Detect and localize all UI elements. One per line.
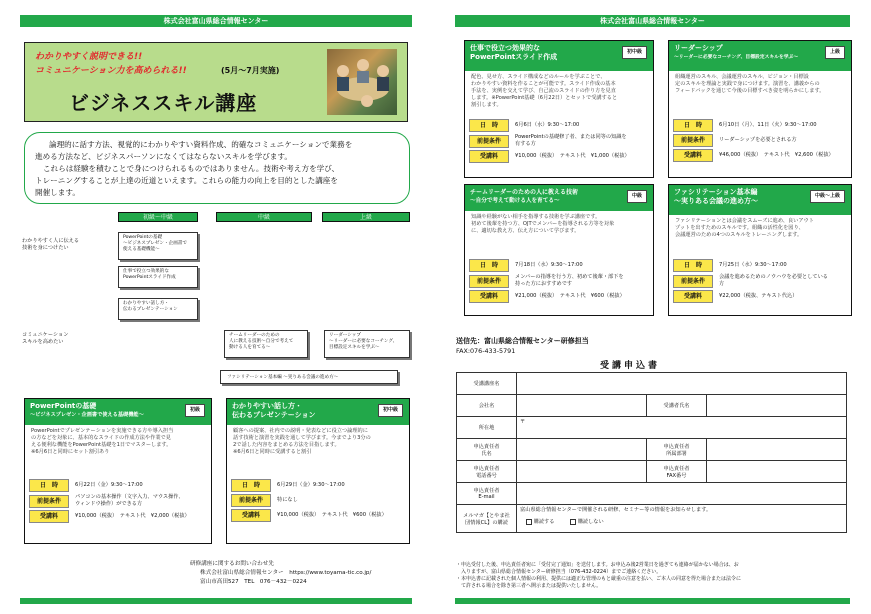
presentation-date: 6月29日（金）9:30～17:00 — [277, 482, 345, 488]
form-manager-fax-a: 申込責任者 — [663, 465, 690, 472]
card-team-leader-desc — [465, 211, 653, 257]
card-ppt-slide-level: 初中級 — [622, 46, 647, 59]
form-manager-name-label — [457, 439, 517, 461]
form-manager-email-b: E-mail — [478, 494, 495, 500]
map-box-team-leader — [224, 330, 308, 358]
card-leadership — [668, 40, 852, 178]
card-ppt-slide-desc — [465, 71, 653, 117]
card-leadership-header — [669, 41, 851, 71]
mag-yes-checkbox[interactable] — [526, 519, 532, 525]
card-ppt-slide-title1: 仕事で役立つ効果的な — [470, 44, 540, 52]
card-leadership-title1: リーダーシップ — [674, 44, 723, 52]
ppt-slide-date-label: 日 時 — [469, 119, 509, 132]
form-mag-options — [520, 518, 843, 527]
intro-line-2: 進める方法など、ビジネスパーソンになくてはならないスキルを学びます。 — [35, 152, 292, 161]
team-leader-date: 7月18日（水）9:30～17:00 — [515, 262, 583, 268]
contact-address: 富山市高田527 TEL 076－432－0224 — [200, 579, 307, 585]
mag-yes-label: 購読する — [533, 519, 555, 525]
form-title: 受講申込書 — [600, 361, 661, 371]
team-leader-prereq1: メンバーの指導を行う方、初めて後輩・部下を — [515, 274, 624, 280]
card-team-leader-title1: チームリーダーのための人に教える技術 — [470, 189, 579, 196]
form-course-label: 受講講座名 — [457, 373, 517, 395]
card-leadership-title2: ～リーダーに必要なコーチング、目標設定スキルを学ぶ～ — [674, 55, 799, 60]
form-manager-email-label — [457, 483, 517, 505]
leadership-date-label: 日 時 — [673, 119, 713, 132]
card-facilitation-desc — [669, 215, 851, 257]
intro-line-5: 開催します。 — [35, 188, 80, 197]
form-manager-email-a: 申込責任者 — [473, 488, 500, 494]
team-leader-desc2: 初めて後輩を持つ方、OJTでメンバーを指導される方等を対象 — [471, 221, 615, 227]
banner-tagline-2: コミュニケーション力を高められる!! — [35, 66, 187, 76]
card-facilitation-level: 中級～上級 — [810, 190, 845, 203]
map-box1-a: PowerPointの基礎 — [123, 235, 163, 240]
form-manager-tel-a: 申込責任者 — [473, 465, 500, 472]
form-course-input[interactable] — [517, 373, 847, 395]
card-presentation-header — [227, 399, 409, 425]
ppt-basic-desc2: の方などを対象に、基本的なスライドの作成方法や作業で見 — [31, 435, 171, 441]
banner-title: ビジネススキル講座 — [69, 91, 258, 115]
form-manager-name-b: 氏名 — [481, 450, 492, 457]
card-ppt-basic-header — [25, 399, 211, 425]
map-box-leadership — [324, 330, 410, 358]
card-team-leader-title2: ～自分で考えて動ける人を育てる～ — [470, 198, 560, 204]
contact-block — [190, 560, 371, 587]
presentation-desc1: 顧客への提案、社内での説明・発表などに役立つ論理的に — [233, 428, 368, 434]
card-facilitation-header — [669, 185, 851, 215]
team-leader-date-label: 日 時 — [469, 259, 509, 272]
ppt-slide-desc1: 配色、見せ方、スライド構成などのルールを学ぶことで、 — [471, 74, 606, 80]
form-manager-name-input[interactable] — [517, 439, 647, 461]
form-manager-fax-input[interactable] — [707, 461, 847, 483]
map-box-ppt-basic — [118, 232, 198, 260]
facilitation-desc1: ファシリテーションとは会議をスムーズに進め、良いアウト — [675, 218, 814, 224]
card-ppt-basic-title1: PowerPointの基礎 — [30, 402, 97, 410]
map-row1-label — [22, 238, 79, 252]
map-box5-a: リーダーシップ — [329, 333, 361, 338]
form-note-2: 入りますが、富山県総合情報センター研修担当（076-432-0224）までご連絡ください。 — [456, 569, 662, 575]
card-ppt-basic-title2: ～ビジネスプレゼン・企画書で使える基礎機能～ — [30, 412, 144, 418]
team-leader-fee-label: 受講料 — [469, 290, 509, 303]
header-band-right — [455, 15, 850, 27]
ppt-basic-fee: ¥10,000（税抜） テキスト代 ¥2,000（税抜） — [75, 513, 190, 519]
ppt-slide-prereq2: 有する方 — [515, 141, 536, 147]
facilitation-prereq-label: 前提条件 — [673, 275, 713, 288]
form-manager-fax-b: FAX番号 — [666, 472, 687, 479]
team-leader-desc3: に、適切な教え方、伝え方について学びます。 — [471, 228, 580, 234]
intro-line-4: トレーニングすることが上達の近道といえます。これらの能力の向上を目的とした講座を — [35, 176, 338, 185]
map-box4-b: 人に教える技術～自分で考えて — [229, 339, 294, 344]
ppt-slide-desc5: 割引します。 — [471, 102, 502, 108]
card-ppt-basic-level: 初級 — [185, 404, 205, 417]
form-manager-tel-b: 電話番号 — [476, 472, 497, 479]
presentation-date-label: 日 時 — [231, 479, 271, 492]
form-manager-tel-label — [457, 461, 517, 483]
ppt-slide-prereq-label: 前提条件 — [469, 135, 509, 148]
card-team-leader — [464, 184, 654, 316]
facilitation-desc3: 会議運営のための4つのスキルをトレーニングします。 — [675, 232, 803, 238]
leadership-desc2: 定のスキルを理論と実践で身につけます。演習を、講義からの — [675, 81, 820, 87]
map-row2-label-b: スキルを高めたい — [22, 339, 64, 345]
send-to: 送信先：富山県総合情報センター研修担当 — [456, 337, 589, 345]
card-facilitation — [668, 184, 852, 316]
map-row2-label-a: コミュニケーション — [22, 332, 69, 338]
meeting-photo — [327, 49, 397, 115]
application-form — [456, 372, 847, 533]
form-manager-name-a: 申込責任者 — [473, 443, 500, 450]
contact-url[interactable]: https://www.toyama-tic.co.jp/ — [289, 570, 372, 576]
form-note-1: ・申込受付した後、申込責任者宛に「受付完了通知」を送付します。お申込み後2営業日を過ぎても連絡が届かない場合は、お — [456, 562, 739, 568]
intro-line-1: 論理的に話す方法、視覚的にわかりやすい資料作成、的確なコミュニケーションで業務を — [49, 140, 353, 149]
leadership-fee-label: 受講料 — [673, 149, 713, 162]
facilitation-desc2: プットを出すためのスキルです。組織の活性化を図り、 — [675, 225, 804, 231]
card-presentation-level: 初中級 — [378, 404, 403, 417]
map-box5-c: 目標設定スキルを学ぶ～ — [329, 345, 380, 350]
presentation-fee-label: 受講料 — [231, 509, 271, 522]
card-ppt-basic — [24, 398, 212, 544]
leadership-fee: ¥46,000（税抜） テキスト代 ¥2,600（税抜） — [719, 152, 834, 158]
map-box4-c: 動ける人を育てる～ — [229, 345, 271, 350]
intro-line-3: これらは経験を積むことで身につけられるものではありません。技術や考え方を学び、 — [43, 164, 340, 173]
map-box3-a: わかりやすい話し方・ — [123, 301, 169, 306]
form-manager-dept-a: 申込責任者 — [663, 443, 690, 450]
team-leader-prereq — [515, 274, 624, 288]
facilitation-prereq — [719, 274, 828, 288]
card-ppt-slide-title2: PowerPointスライド作成 — [470, 53, 558, 61]
map-box2-b: PowerPointスライド作成 — [123, 275, 176, 280]
form-attendee-input[interactable] — [707, 395, 847, 417]
map-box5-b: ～リーダーに必要なコーチング、 — [329, 339, 398, 344]
ppt-slide-prereq1: PowerPointの基礎修了者、または同等の知識を — [515, 134, 627, 140]
leadership-date: 6月10日（月）、11日（火）9:30～17:00 — [719, 122, 817, 128]
presentation-prereq-label: 前提条件 — [231, 494, 271, 507]
card-team-leader-header — [465, 185, 653, 211]
card-ppt-basic-desc — [25, 425, 211, 477]
card-ppt-slide-header — [465, 41, 653, 71]
form-mag-cell — [517, 505, 847, 533]
map-box1-b: ～ビジネスプレゼン・企画書で — [123, 241, 187, 246]
form-notes — [456, 562, 852, 590]
map-box-presentation — [118, 298, 198, 320]
presentation-desc2: 話す技術と演習を実践を通して学びます。今までより3分の — [233, 435, 371, 441]
ppt-basic-fee-label: 受講料 — [29, 510, 69, 523]
mag-no-label: 購読しない — [577, 519, 604, 525]
form-attendee-label: 受講者氏名 — [647, 395, 707, 417]
contact-company-row — [190, 569, 371, 578]
fax-number: FAX:076-433-5791 — [456, 347, 516, 355]
header-company-left: 株式会社富山県総合情報センター — [163, 17, 269, 25]
header-band-left — [20, 15, 412, 27]
leadership-prereq-label: 前提条件 — [673, 134, 713, 147]
presentation-fee: ¥10,000（税抜） テキスト代 ¥600（税抜） — [277, 512, 387, 518]
ppt-basic-desc3: える便利な機能をPowerPoint基礎を1日でマスターします。 — [31, 442, 172, 448]
map-box-facilitation — [220, 370, 398, 384]
ppt-basic-prereq — [75, 494, 184, 508]
form-mag-label — [457, 505, 517, 533]
ppt-slide-desc4: します。※PowerPoint基礎（6月22日）とセットで受講すると — [471, 95, 618, 101]
ppt-slide-fee: ¥10,000（税抜） テキスト代 ¥1,000（税抜） — [515, 153, 630, 159]
leadership-prereq: リーダーシップを必要とされる方 — [719, 137, 797, 143]
facilitation-prereq2: 方 — [719, 281, 725, 287]
team-leader-fee: ¥21,000（税抜） テキスト代 ¥600（税抜） — [515, 293, 625, 299]
map-box3-b: 伝わるプレゼンテーション — [123, 307, 178, 312]
form-postal-mark: 〒 — [520, 419, 526, 425]
form-manager-dept-label — [647, 439, 707, 461]
banner-tagline-1: わかりやすく説明できる!! — [35, 52, 143, 62]
title-banner — [24, 42, 408, 122]
intro-box — [24, 132, 410, 204]
form-mag-b: 団情報CL】の購読 — [465, 519, 508, 526]
ppt-basic-desc1: PowerPointでプレゼンテーションを実施できる方や導入担当 — [31, 428, 174, 434]
ppt-basic-date-label: 日 時 — [29, 479, 69, 492]
card-presentation — [226, 398, 410, 544]
level-middle: 中級 — [216, 212, 312, 222]
footer-band-left — [20, 598, 412, 604]
ppt-basic-desc4: ※6月6日と同時にセット割引あり — [31, 449, 110, 455]
form-address-input[interactable] — [517, 417, 847, 439]
map-box1-c: 使える基礎機能～ — [123, 247, 160, 252]
ppt-basic-prereq1: パソコンの基本操作（文字入力、マウス操作、 — [75, 494, 184, 500]
map-box6: ファシリテーション基本編 ～実りある会議の進め方～ — [227, 375, 339, 380]
facilitation-prereq1: 会議を進めるためのノウハウを必要としている — [719, 274, 828, 280]
level-upper: 上級 — [322, 212, 410, 222]
presentation-desc3: 2で話した内容をまとめる方法を目指します。 — [233, 442, 340, 448]
facilitation-fee: ¥22,000（税抜、テキスト代込） — [719, 293, 798, 299]
team-leader-prereq-label: 前提条件 — [469, 275, 509, 288]
contact-heading: 研修講座に関するお問い合わせ先 — [190, 561, 274, 567]
form-note-4: て許される場合を除き第三者へ開示または提供いたしません。 — [456, 583, 602, 589]
card-facilitation-title2: ～実りある会議の進め方～ — [674, 197, 758, 205]
presentation-desc4: ※6月6日と同時に受講すると割引 — [233, 449, 312, 455]
team-leader-desc1: 知識や経験がない相手を指導する技術を学ぶ講座です。 — [471, 214, 601, 220]
footer-band-right — [455, 598, 850, 604]
card-leadership-desc — [669, 71, 851, 117]
card-presentation-title1: わかりやすい話し方・ — [232, 402, 302, 410]
ppt-slide-desc2: わかりやすい資料を作ることが可能です。スライド作成の基本 — [471, 81, 616, 87]
ppt-slide-desc3: 手法を、実例を交えて学び、自己流のスライドの作り方を見直 — [471, 88, 616, 94]
ppt-slide-date: 6月6日（水）9:30～17:00 — [515, 122, 580, 128]
form-note-3: ・本申込書に記載された個人情報の利用、提供には適正な管理のもと厳重の注意を払い、ご本人の同意を得た場合または法令に — [456, 576, 742, 582]
form-manager-tel-input[interactable] — [517, 461, 647, 483]
ppt-slide-fee-label: 受講料 — [469, 150, 509, 163]
header-company-right: 株式会社富山県総合情報センター — [600, 17, 705, 25]
map-box2-a: 仕事で役立つ効果的な — [123, 269, 169, 274]
facilitation-date-label: 日 時 — [673, 259, 713, 272]
ppt-basic-prereq2: ウィンドウ操作）ができる方 — [75, 501, 143, 507]
leadership-desc3: フィードバックを通じて今後の目標すべき姿を明らかにします。 — [675, 88, 825, 94]
map-row1-label-a: わかりやすく人に伝える — [22, 238, 80, 244]
ppt-slide-prereq — [515, 134, 627, 148]
map-row2-label — [22, 332, 68, 346]
mag-no-checkbox[interactable] — [570, 519, 576, 525]
presentation-prereq: 特になし — [277, 497, 298, 503]
card-leadership-level: 上級 — [825, 46, 845, 59]
map-box-ppt-slide — [118, 266, 198, 288]
contact-company: 株式会社富山県総合情報センター — [200, 570, 284, 576]
card-presentation-desc — [227, 425, 409, 477]
form-company-input[interactable] — [517, 395, 647, 417]
form-manager-dept-b: 所属部署 — [666, 450, 687, 457]
card-presentation-title2: 伝わるプレゼンテーション — [232, 411, 316, 419]
card-team-leader-level: 中級 — [627, 190, 647, 203]
form-manager-email-input[interactable] — [517, 483, 847, 505]
ppt-basic-prereq-label: 前提条件 — [29, 495, 69, 508]
form-mag-a: メルマガ【とやま社 — [463, 512, 510, 519]
facilitation-fee-label: 受講料 — [673, 290, 713, 303]
ppt-basic-date: 6月22日（金）9:30～17:00 — [75, 482, 143, 488]
team-leader-prereq2: 持った方におすすめです — [515, 281, 573, 287]
banner-period: (5月～7月実施) — [221, 66, 280, 75]
card-facilitation-title1: ファシリテーション基本編 — [674, 188, 758, 196]
map-box4-a: チームリーダーのための — [229, 333, 280, 338]
meeting-photo-graphic — [327, 49, 397, 115]
form-manager-fax-label — [647, 461, 707, 483]
form-address-label: 所在地 — [457, 417, 517, 439]
facilitation-date: 7月25日（水）9:30～17:00 — [719, 262, 787, 268]
card-ppt-slide — [464, 40, 654, 178]
form-manager-dept-input[interactable] — [707, 439, 847, 461]
leadership-desc1: 組織運営のスキル、会議運営のスキル、ビジョン・目標設 — [675, 74, 809, 80]
level-beginner: 初級～中級 — [118, 212, 198, 222]
map-row1-label-b: 技術を身につけたい — [22, 245, 69, 251]
form-mag-text: 富山県総合情報センターで開催される研修、セミナー等の情報をお知らせします。 — [520, 507, 712, 513]
form-company-label: 会社名 — [457, 395, 517, 417]
